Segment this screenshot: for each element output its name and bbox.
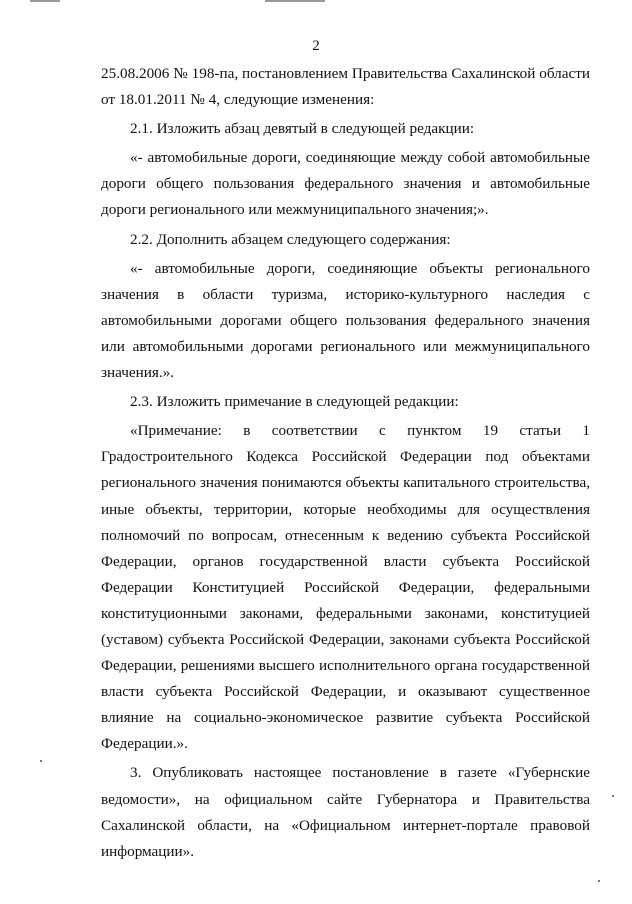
page-number: 2 <box>312 38 320 54</box>
scan-edge-mark <box>30 0 60 2</box>
paragraph-item-2-3-text: «Примечание: в соответствии с пунктом 19 статьи 1 Градостроительного Кодекса Российской Федерации под объектами регионального значения понимаются объекты капитального строительства, иные объекты, территории, которые необходимы для осуществления полномочий по вопросам, отнесенным к ведению субъекта Российской Федерации, органов государственной власти субъекта Российской Федерации Конституцией Российской Федерации, федеральными конституционными законами, федеральными законами, конституцией (уставом) субъекта Российской Федерации, законами субъекта Российской Федерации, решениями высшего исполнительного органа государственной власти субъекта Российской Федерации, и оказывают существенное влияние на социально-экономическое развитие субъекта Российской Федерации.». <box>101 422 590 753</box>
scan-speck <box>598 880 600 882</box>
paragraph-item-2-3: 2.3. Изложить примечание в следующей редакции: <box>130 393 459 411</box>
document-body <box>101 61 590 865</box>
paragraph-item-2-2: 2.2. Дополнить абзацем следующего содержания: <box>130 230 451 248</box>
paragraph-item-2-1-text: «- автомобильные дороги, соединяющие между собой автомобильные дороги общего пользования федерального значения и автомобильные дороги регионального или межмуниципального значения;». <box>101 149 590 219</box>
scan-speck <box>40 760 42 762</box>
paragraph-item-2-1: 2.1. Изложить абзац девятый в следующей редакции: <box>130 120 475 138</box>
paragraph-item-3: 3. Опубликовать настоящее постановление в газете «Губернские ведомости», на официальном сайте Губернатора и Правительства Сахалинской области, на «Официальном интернет-портале правовой информации». <box>101 764 590 860</box>
scan-edge-mark <box>265 0 325 2</box>
paragraph-intro-continuation: 25.08.2006 № 198-па, постановлением Правительства Сахалинской области от 18.01.2011 № 4, следующие изменения: <box>101 65 590 109</box>
paragraph-item-2-2-text: «- автомобильные дороги, соединяющие объекты регионального значения в области туризма, историко-культурного наследия с автомобильными дорогами общего пользования федерального значения или автомобильными дорогами регионального или межмуниципального значения.». <box>101 259 590 382</box>
scan-speck <box>612 795 614 797</box>
